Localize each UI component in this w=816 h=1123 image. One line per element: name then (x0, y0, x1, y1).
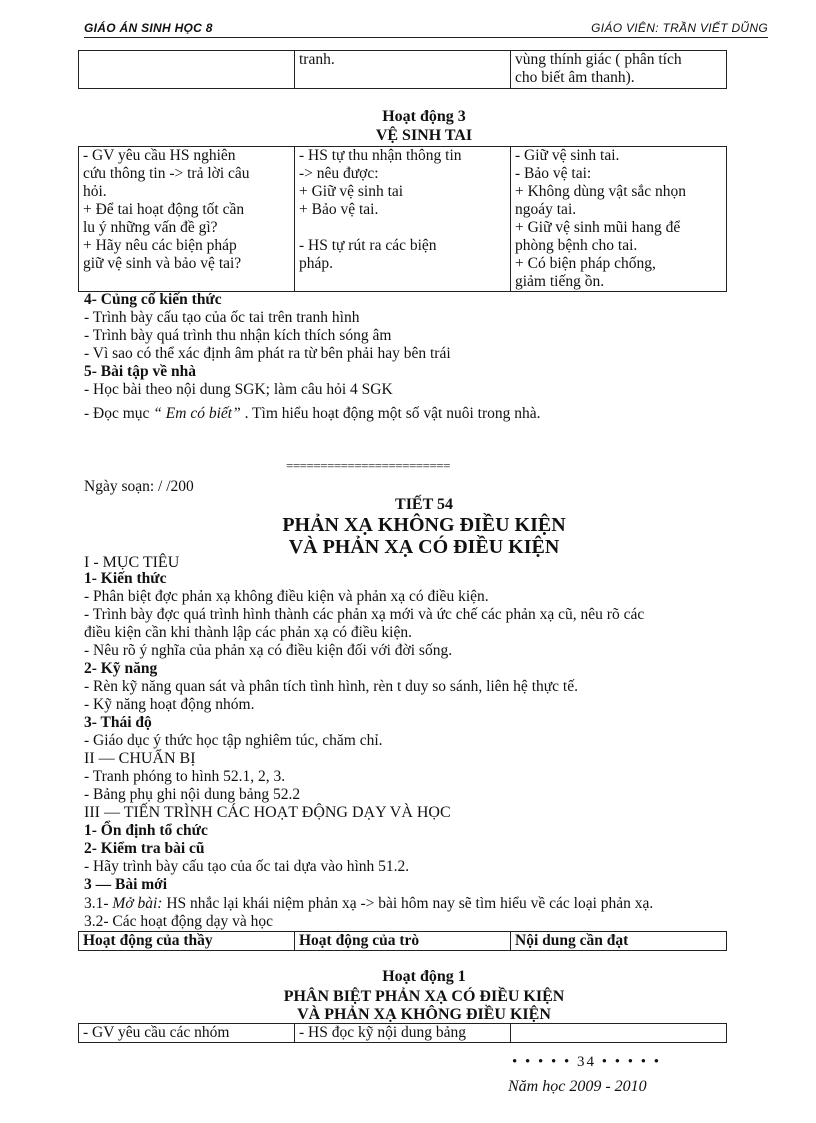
knowledge-item: - Trình bày đợc quá trình hình thành các phản xạ mới và ức chế các phản xạ cũ, nêu rõ các (84, 606, 645, 623)
homework-item: - Học bài theo nội dung SGK; làm câu hỏi 4 SGK (84, 381, 393, 398)
header-content: Nội dung cần đạt (511, 932, 727, 951)
attitude-heading: 3- Thái độ (84, 714, 152, 731)
attitude-item: - Giáo dục ý thức học tập nghiêm túc, chăm chỉ. (84, 732, 383, 749)
skills-item: - Rèn kỹ năng quan sát và phân tích tình hình, rèn t duy so sánh, liên hệ thực tế. (84, 678, 578, 695)
header-divider (84, 37, 768, 38)
knowledge-item: - Nêu rõ ý nghĩa của phản xạ có điều kiện đối với đời sống. (84, 642, 453, 659)
skills-item: - Kỹ năng hoạt động nhóm. (84, 696, 255, 713)
activity3-title: Hoạt động 3 (382, 108, 466, 125)
consolidation-item: - Trình bày quá trình thu nhận kích thích sóng âm (84, 327, 392, 344)
homework-item-read: - Đọc mục “ Em có biết” . Tìm hiểu hoạt động một số vật nuôi trong nhà. (84, 405, 541, 422)
consolidation-item: - Trình bày cấu tạo của ốc tai trên tranh hình (84, 309, 360, 326)
process-step-1: 1- Ổn định tổ chức (84, 822, 208, 839)
header-student: Hoạt động của trò (295, 932, 511, 951)
activity-table-header (78, 931, 727, 951)
process-step-2: 2- Kiểm tra bài cũ (84, 840, 205, 857)
process-heading: III — TIẾN TRÌNH CÁC HOẠT ĐỘNG DẠY VÀ HỌC (84, 804, 451, 821)
activity3-teacher-cell: - GV yêu cầu HS nghiên cứu thông tin -> trả lời câu hỏi. + Để tai hoạt động tốt cần lu ý những vấn đề gì? + Hãy nêu các biện pháp giữ vệ sinh và bảo vệ tai? (79, 147, 295, 292)
activity3-subtitle: VỆ SINH TAI (375, 127, 473, 144)
homework-heading: 5- Bài tập về nhà (84, 363, 196, 380)
preparation-heading: II — CHUẨN BỊ (84, 750, 196, 767)
top-table-cell-3: vùng thính giác ( phân tích cho biết âm thanh). (511, 51, 727, 89)
activity3-content-cell: - Giữ vệ sinh tai. - Bảo vệ tai: + Không dùng vật sắc nhọn ngoáy tai. + Giữ vệ sinh mũi hang để phòng bệnh cho tai. + Có biện pháp chống, giảm tiếng ồn. (511, 147, 727, 292)
date-label: Ngày soạn: / /200 (84, 478, 194, 495)
preparation-item: - Tranh phóng to hình 52.1, 2, 3. (84, 768, 286, 785)
lesson-number: TIẾT 54 (395, 496, 453, 513)
preparation-item: - Bảng phụ ghi nội dung bảng 52.2 (84, 786, 301, 803)
consolidation-item: - Vì sao có thể xác định âm phát ra từ bên phải hay bên trái (84, 345, 451, 362)
process-activities-heading: 3.2- Các hoạt động dạy và học (84, 913, 273, 930)
top-table-cell-1 (79, 51, 295, 89)
top-table-cell-2: tranh. (295, 51, 511, 89)
top-table (78, 50, 727, 89)
process-step-3: 3 — Bài mới (84, 876, 168, 893)
activity3-table (78, 146, 727, 292)
page-number: • • • • • 34 • • • • • (512, 1054, 662, 1070)
activity1-teacher-cell: - GV yêu cầu các nhóm (79, 1024, 295, 1043)
consolidation-heading: 4- Củng cố kiến thức (84, 291, 222, 308)
process-intro: 3.1- Mở bài: HS nhắc lại khái niệm phản xạ -> bài hôm nay sẽ tìm hiểu về các loại phản xạ. (84, 895, 654, 912)
skills-heading: 2- Kỹ năng (84, 660, 158, 677)
activity1-subtitle-1: PHÂN BIỆT PHẢN XẠ CÓ ĐIỀU KIỆN (283, 988, 565, 1005)
activity1-table (78, 1023, 727, 1043)
process-step-2-item: - Hãy trình bày cấu tạo của ốc tai dựa vào hình 51.2. (84, 858, 410, 875)
header-right: GIÁO VIÊN: TRẦN VIẾT DŨNG (591, 21, 768, 35)
knowledge-item: - Phân biệt đợc phản xạ không điều kiện và phản xạ có điều kiện. (84, 588, 489, 605)
activity3-student-cell: - HS tự thu nhận thông tin -> nêu được: + Giữ vệ sinh tai + Bảo vệ tai. - HS tự rút ra các biện pháp. (295, 147, 511, 292)
activity1-student-cell: - HS đọc kỹ nội dung bảng (295, 1024, 511, 1043)
activity1-subtitle-2: VÀ PHẢN XẠ KHÔNG ĐIỀU KIỆN (297, 1006, 551, 1023)
knowledge-item: điều kiện cần khi thành lập các phản xạ có điều kiện. (84, 624, 412, 641)
header-left: GIÁO ÁN SINH HỌC 8 (84, 21, 213, 35)
lesson-title-line1: PHẢN XẠ KHÔNG ĐIỀU KIỆN (282, 514, 566, 536)
activity1-title: Hoạt động 1 (382, 968, 466, 985)
activity1-content-cell (511, 1024, 727, 1043)
objectives-heading: I - MỤC TIÊU (84, 554, 180, 571)
lesson-title-line2: VÀ PHẢN XẠ CÓ ĐIỀU KIỆN (288, 536, 560, 558)
separator: ======================== (286, 458, 450, 473)
knowledge-heading: 1- Kiến thức (84, 570, 167, 587)
header-teacher: Hoạt động của thầy (79, 932, 295, 951)
school-year: Năm học 2009 - 2010 (508, 1078, 647, 1095)
